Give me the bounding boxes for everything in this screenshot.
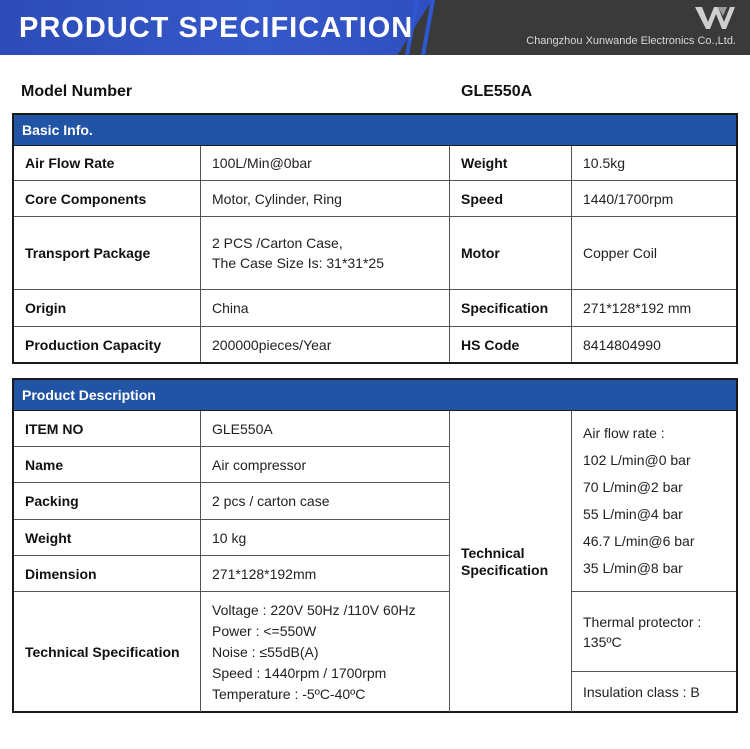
model-number-label: Model Number	[21, 83, 133, 100]
basic-info-value	[572, 327, 736, 362]
basic-info-value	[572, 217, 736, 290]
basic-info-value	[572, 181, 736, 217]
description-label-text	[25, 528, 71, 548]
cell-line: Air Flow Rate	[25, 155, 115, 171]
description-label-text	[25, 642, 180, 662]
description-label-text	[25, 455, 63, 475]
description-value-text	[212, 419, 273, 439]
basic-info-label	[14, 327, 201, 362]
basic-info-value	[201, 290, 450, 327]
basic-info-label	[14, 146, 201, 181]
model-number-value: GLE550A	[461, 83, 533, 100]
cell-line: 271*128*192 mm	[583, 300, 692, 316]
insulation-class-cell	[572, 672, 736, 712]
basic-info-label-text	[25, 153, 114, 173]
description-label	[14, 411, 201, 447]
cell-line: Origin	[25, 300, 67, 316]
cell-line: China	[212, 300, 249, 316]
basic-info-value	[201, 217, 450, 290]
basic-info-label-text	[461, 298, 548, 318]
cell-line: 100L/Min@0bar	[212, 155, 312, 171]
cell-line: Core Components	[25, 190, 147, 207]
basic-info-label	[450, 217, 572, 290]
cell-line: 55 L/min@4 bar	[583, 506, 683, 522]
description-value	[201, 411, 450, 447]
cell-line: ITEM NO	[25, 420, 84, 437]
cell-line: 200000pieces/Year	[212, 336, 332, 353]
cell-line: Voltage : 220V 50Hz /110V 60Hz	[212, 601, 416, 618]
cell-line: Production Capacity	[25, 336, 162, 353]
insulation-class-cell-text	[583, 682, 700, 702]
cell-line: Packing	[25, 493, 79, 509]
basic-info-value	[201, 146, 450, 181]
cell-line: Specification	[461, 561, 549, 578]
cell-line: Motor	[461, 245, 500, 261]
description-value	[201, 447, 450, 483]
basic-info-label	[450, 146, 572, 181]
description-label-text	[25, 491, 79, 511]
cell-line: Name	[25, 456, 64, 473]
basic-info-value-text	[212, 189, 342, 209]
description-value	[201, 592, 450, 712]
wd-logo-icon	[693, 4, 737, 32]
page-title: PRODUCT SPECIFICATION	[19, 12, 414, 44]
cell-line: Power : <=550W	[212, 622, 317, 639]
description-label-text	[25, 419, 83, 439]
basic-info-label	[14, 290, 201, 327]
air-flow-rate-cell	[572, 411, 736, 592]
thermal-protector-cell-text	[583, 612, 701, 652]
product-description-table	[12, 378, 738, 713]
basic-info-table	[12, 113, 738, 364]
thermal-protector-cell	[572, 592, 736, 672]
basic-info-value-text	[212, 298, 249, 318]
cell-line: Air flow rate :	[583, 425, 665, 441]
basic-info-value-text	[212, 233, 384, 273]
description-value-text	[212, 564, 316, 584]
description-value-text	[212, 600, 416, 705]
air-flow-rate-cell-text	[583, 420, 695, 582]
basic-info-label-text	[25, 189, 146, 209]
company-name: Changzhou Xunwande Electronics Co.,Ltd.	[526, 35, 736, 47]
description-value-text	[212, 455, 306, 475]
description-value-text	[212, 528, 246, 548]
cell-line: Weight	[25, 529, 72, 546]
basic-info-value-text	[583, 189, 673, 209]
cell-line: 2 pcs / carton case	[212, 493, 330, 509]
basic-info-label	[450, 181, 572, 217]
cell-line: Thermal protector :	[583, 613, 702, 630]
description-label	[14, 483, 201, 520]
basic-info-value-text	[583, 335, 661, 355]
cell-line: HS Code	[461, 336, 520, 353]
basic-info-label	[450, 327, 572, 362]
cell-line: Transport Package	[25, 245, 151, 261]
cell-line: The Case Size Is: 31*31*25	[212, 255, 384, 271]
cell-line: 8414804990	[583, 336, 661, 353]
cell-line: 102 L/min@0 bar	[583, 452, 691, 468]
basic-info-label-text	[461, 189, 503, 209]
cell-line: Weight	[461, 155, 508, 171]
cell-line: 70 L/min@2 bar	[583, 479, 683, 495]
basic-info-label	[14, 181, 201, 217]
cell-line: Specification	[461, 300, 549, 316]
description-label	[14, 520, 201, 556]
basic-info-value	[201, 181, 450, 217]
basic-info-label-text	[25, 335, 161, 355]
basic-info-label-text	[461, 153, 507, 173]
cell-line: Technical	[461, 544, 525, 561]
description-value	[201, 556, 450, 592]
basic-info-value-text	[583, 243, 657, 263]
tech-spec-side-label-text	[461, 545, 548, 579]
cell-line: Speed : 1440rpm / 1700rpm	[212, 664, 387, 681]
cell-line: Dimension	[25, 565, 97, 582]
basic-info-value	[572, 290, 736, 327]
description-label	[14, 556, 201, 592]
cell-line: 46.7 L/min@6 bar	[583, 533, 695, 549]
cell-line: 2 PCS /Carton Case,	[212, 235, 343, 251]
description-value	[201, 520, 450, 556]
basic-info-label-text	[25, 298, 66, 318]
description-value	[201, 483, 450, 520]
cell-line: 10.5kg	[583, 155, 626, 171]
basic-info-label-text	[461, 335, 519, 355]
cell-line: Temperature : -5ºC-40ºC	[212, 685, 366, 702]
cell-line: 35 L/min@8 bar	[583, 560, 683, 576]
description-label	[14, 592, 201, 712]
cell-line: Noise : ≤55dB(A)	[212, 643, 319, 660]
basic-info-value-text	[583, 298, 691, 318]
basic-info-label	[450, 290, 572, 327]
header-banner	[0, 0, 750, 55]
cell-line: Speed	[461, 190, 504, 207]
cell-line: 10 kg	[212, 529, 247, 546]
cell-line: Technical Specification	[25, 644, 180, 660]
basic-info-label-text	[461, 243, 500, 263]
cell-line: GLE550A	[212, 420, 273, 437]
cell-line: Insulation class : B	[583, 684, 700, 700]
cell-line: 1440/1700rpm	[583, 190, 674, 207]
basic-info-label-text	[25, 243, 150, 263]
basic-info-value	[572, 146, 736, 181]
basic-info-heading: Basic Info.	[14, 115, 736, 146]
cell-line: Air compressor	[212, 456, 307, 473]
cell-line: 135ºC	[583, 633, 622, 650]
basic-info-label	[14, 217, 201, 290]
product-description-heading: Product Description	[14, 380, 736, 411]
basic-info-value	[201, 327, 450, 362]
cell-line: 271*128*192mm	[212, 565, 317, 582]
description-label-text	[25, 564, 97, 584]
description-value-text	[212, 491, 330, 511]
basic-info-value-text	[583, 153, 625, 173]
basic-info-value-text	[212, 335, 331, 355]
cell-line: Motor, Cylinder, Ring	[212, 190, 342, 207]
tech-spec-side-label	[450, 411, 572, 712]
description-label	[14, 447, 201, 483]
cell-line: Copper Coil	[583, 245, 657, 261]
basic-info-value-text	[212, 153, 312, 173]
